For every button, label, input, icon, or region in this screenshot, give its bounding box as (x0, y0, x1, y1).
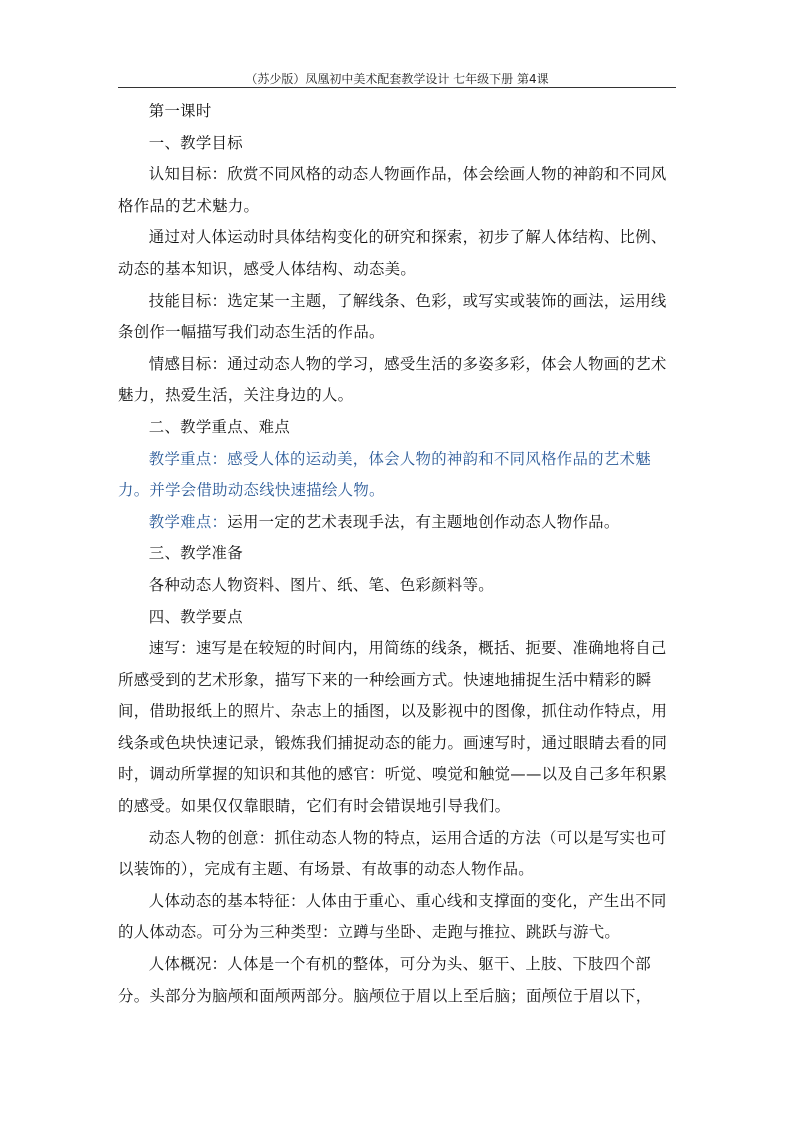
paragraph-sketching: 速写：速写是在较短的时间内，用简练的线条，概括、扼要、准确地将自己所感受到的艺术形象，描写下来的一种绘画方式。快速地捕捉生活中精彩的瞬间，借助报纸上的照片、杂志上的插图，以及影视中的图像，抓住动作特点，用线条或色块快速记录，锻炼我们捕捉动态的能力。画速写时，通过眼睛去看的同时，调动所掌握的知识和其他的感官：听觉、嗅觉和触觉——以及自己多年积累的感受。如果仅仅靠眼睛，它们有时会错误地引导我们。 (118, 639, 668, 816)
document-body (118, 96, 672, 1012)
paragraph-cognitive-goal: 认知目标：欣赏不同风格的动态人物画作品，体会绘画人物的神韵和不同风格作品的艺术魅力。 (118, 165, 667, 215)
difficulty-text: 运用一定的艺术表现手法，有主题地创作动态人物作品。 (227, 512, 620, 531)
header-rule (118, 87, 676, 88)
section-heading-essentials: 四、教学要点 (148, 607, 243, 626)
section-heading-preparation: 三、教学准备 (148, 544, 243, 563)
lesson-period: 第一课时 (148, 102, 212, 120)
difficulty-label: 教学难点： (148, 512, 228, 531)
paragraph-figure-creativity: 动态人物的创意：抓住动态人物的特点，运用合适的方法（可以是写实也可以装饰的），完成有主题、有场景、有故事的动态人物作品。 (118, 828, 667, 879)
paragraph-preparation: 各种动态人物资料、图片、纸、笔、色彩颜料等。 (148, 575, 494, 594)
section-heading-key-points: 二、教学重点、难点 (148, 417, 291, 436)
paragraph-body-dynamics: 人体动态的基本特征：人体由于重心、重心线和支撑面的变化，产生出不同的人体动态。可分为三种类型：立蹲与坐卧、走跑与推拉、跳跃与游弋。 (118, 891, 667, 942)
paragraph-skill-goal: 技能目标：选定某一主题，了解线条、色彩，或写实或装饰的画法，运用线条创作一幅描写我们动态生活的作品。 (118, 291, 667, 342)
page-header: （苏少版）凤凰初中美术配套教学设计 七年级下册 第4课 (245, 72, 549, 86)
paragraph-structure-study: 通过对人体运动时具体结构变化的研究和探索，初步了解人体结构、比例、动态的基本知识，感受人体结构、动态美。 (118, 228, 667, 278)
paragraph-difficulty (118, 507, 672, 539)
paragraph-emotion-goal: 情感目标：通过动态人物的学习，感受生活的多姿多彩，体会人物画的艺术魅力，热爱生活，关注身边的人。 (118, 354, 667, 405)
section-heading-goals: 一、教学目标 (148, 133, 243, 152)
paragraph-body-overview: 人体概况：人体是一个有机的整体，可分为头、躯干、上肢、下肢四个部分。头部分为脑颅和面颅两部分。脑颅位于眉以上至后脑；面颅位于眉以下， (118, 955, 652, 1005)
paragraph-key-point: 教学重点：感受人体的运动美，体会人物的神韵和不同风格作品的艺术魅力。并学会借助动态线快速描绘人物。 (118, 449, 651, 500)
